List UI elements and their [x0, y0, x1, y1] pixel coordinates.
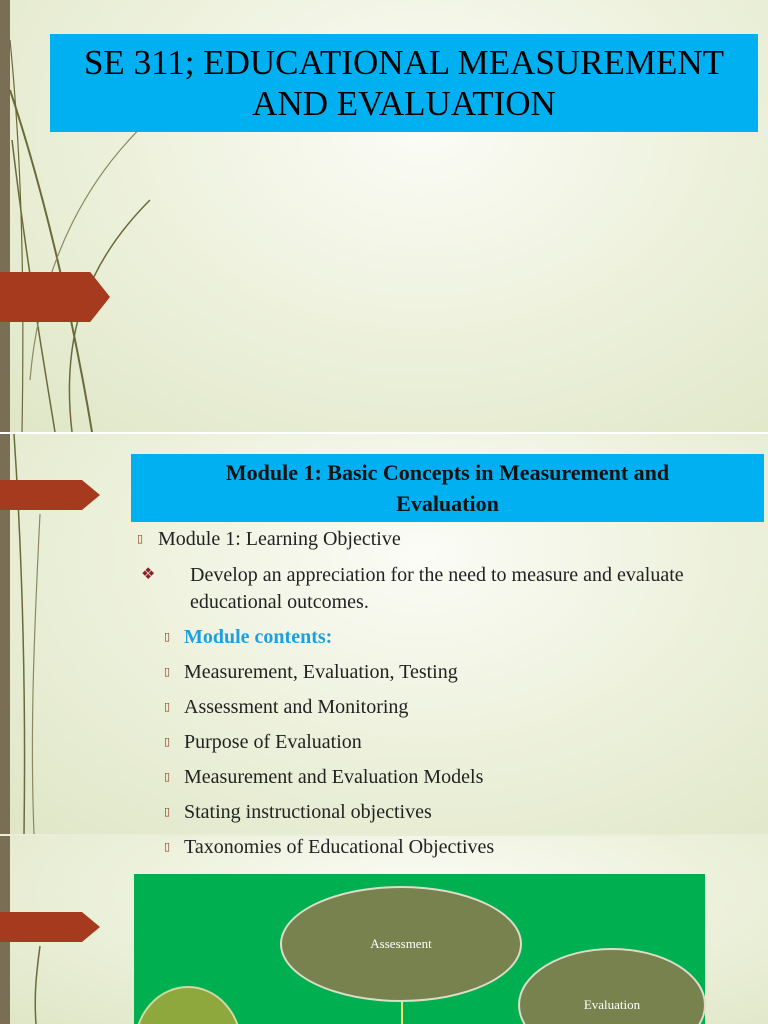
node-evaluation — [518, 948, 706, 1024]
bullet-icon: ▯ — [164, 665, 171, 678]
contents-heading: Module contents: — [184, 626, 333, 648]
left-bar — [0, 0, 10, 432]
bullet-icon: ▯ — [164, 805, 171, 818]
connector-line — [401, 1002, 403, 1024]
arrow-marker — [0, 912, 100, 942]
title-line-2: AND EVALUATION — [252, 84, 556, 123]
module-title — [131, 454, 764, 522]
bullet-icon: ▯ — [164, 735, 171, 748]
bullet-icon: ▯ — [164, 770, 171, 783]
list-item: Purpose of Evaluation — [184, 731, 362, 753]
slide-1 — [0, 0, 768, 432]
slide-title — [50, 34, 758, 132]
objective-line-2: educational outcomes. — [190, 591, 369, 613]
list-item: Taxonomies of Educational Objectives — [184, 836, 495, 858]
arrow-marker — [0, 272, 110, 322]
bullet-icon: ▯ — [137, 532, 144, 545]
list-item: Stating instructional objectives — [184, 801, 432, 823]
module-title-line-1: Module 1: Basic Concepts in Measurement and — [225, 460, 670, 485]
bullet-icon: ▯ — [164, 840, 171, 853]
objective-line-1: Develop an appreciation for the need to measure and evaluate — [190, 564, 684, 586]
node-evaluation-label: Evaluation — [583, 997, 641, 1012]
node-assessment-label: Assessment — [370, 936, 432, 951]
list-item: Assessment and Monitoring — [184, 696, 409, 718]
list-item: Measurement and Evaluation Models — [184, 766, 484, 788]
slide-2 — [0, 434, 768, 834]
node-assessment — [280, 886, 522, 1002]
title-line-1: SE 311; EDUCATIONAL MEASUREMENT — [83, 43, 725, 82]
arrow-marker — [0, 480, 100, 510]
module-title-line-2: Evaluation — [396, 491, 499, 516]
bullet-icon: ▯ — [164, 630, 171, 643]
diamond-bullet-icon: ❖ — [141, 564, 156, 583]
concept-diagram — [134, 874, 705, 1024]
objective-heading: Module 1: Learning Objective — [158, 528, 401, 550]
bullet-icon: ▯ — [164, 700, 171, 713]
list-item: Measurement, Evaluation, Testing — [184, 661, 458, 683]
slide-3 — [0, 836, 768, 1024]
node-partial — [134, 986, 242, 1024]
